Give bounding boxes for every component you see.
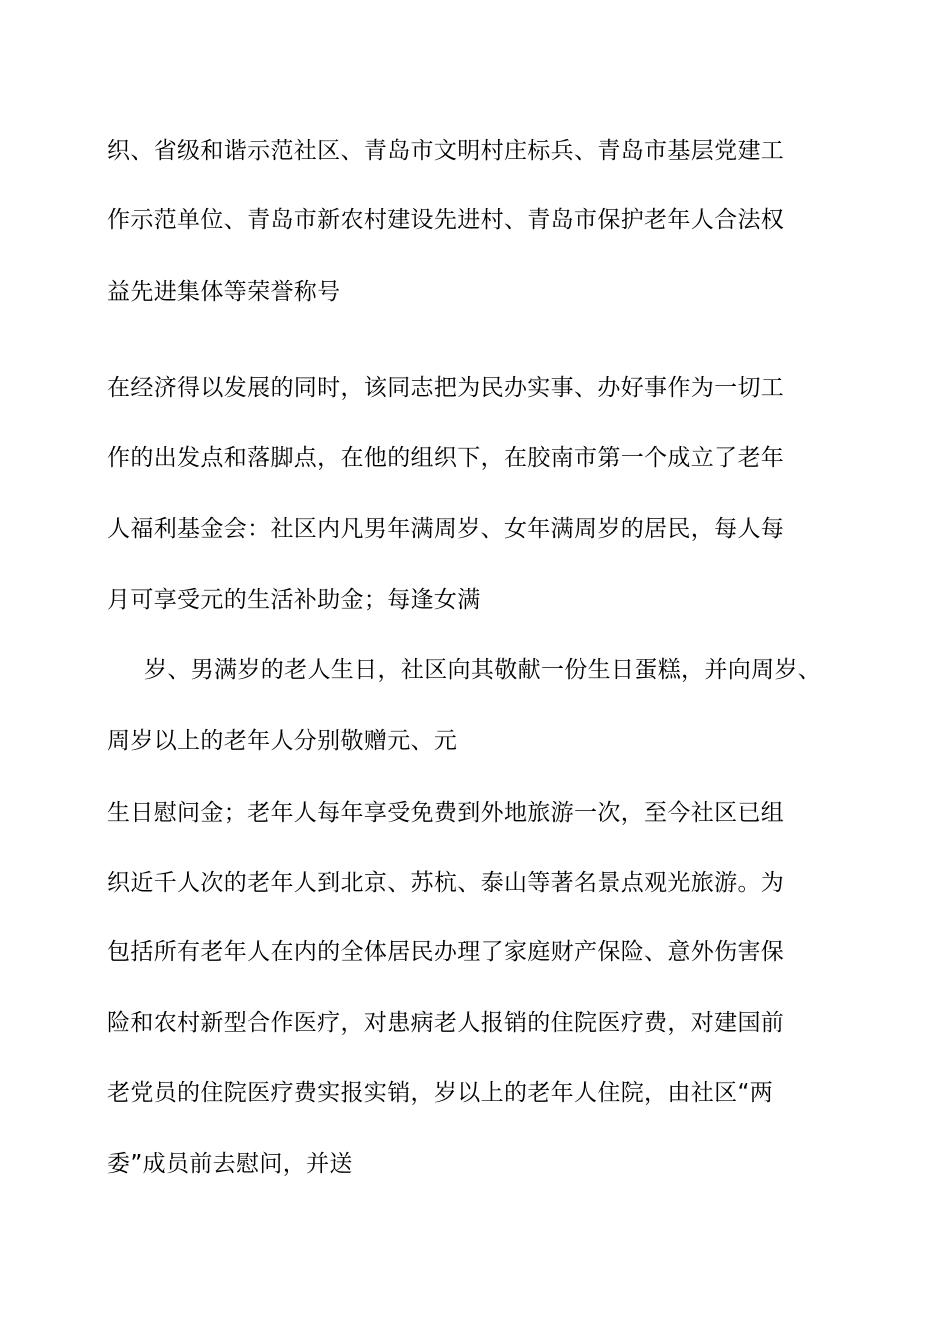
text-line: 委”成员前去慰问，并送: [107, 1151, 353, 1177]
text-line: 织近千人次的老年人到北京、苏杭、泰山等著名景点观光旅游。为: [107, 870, 785, 896]
text-line: 包括所有老年人在内的全体居民办理了家庭财产保险、意外伤害保: [107, 939, 785, 965]
text-line: 岁、男满岁的老人生日，社区向其敬献一份生日蛋糕，并向周岁、: [144, 657, 822, 683]
text-line: 生日慰问金；老年人每年享受免费到外地旅游一次，至今社区已组: [107, 800, 785, 826]
text-line: 老党员的住院医疗费实报实销，岁以上的老年人住院，由社区“两: [107, 1080, 774, 1106]
text-line: 月可享受元的生活补助金；每逢女满: [107, 587, 481, 613]
text-line: 织、省级和谐示范社区、青岛市文明村庄标兵、青岛市基层党建工: [107, 138, 785, 164]
text-line: 作的出发点和落脚点，在他的组织下，在胶南市第一个成立了老年: [107, 445, 785, 471]
text-line: 作示范单位、青岛市新农村建设先进村、青岛市保护老年人合法权: [107, 207, 785, 233]
text-line: 险和农村新型合作医疗，对患病老人报销的住院医疗费，对建国前: [107, 1010, 785, 1036]
text-line: 在经济得以发展的同时，该同志把为民办实事、办好事作为一切工: [107, 375, 785, 401]
text-line: 周岁以上的老年人分别敬赠元、元: [107, 728, 458, 754]
text-line: 益先进集体等荣誉称号: [107, 279, 341, 305]
text-line: 人福利基金会：社区内凡男年满周岁、女年满周岁的居民，每人每: [107, 516, 785, 542]
